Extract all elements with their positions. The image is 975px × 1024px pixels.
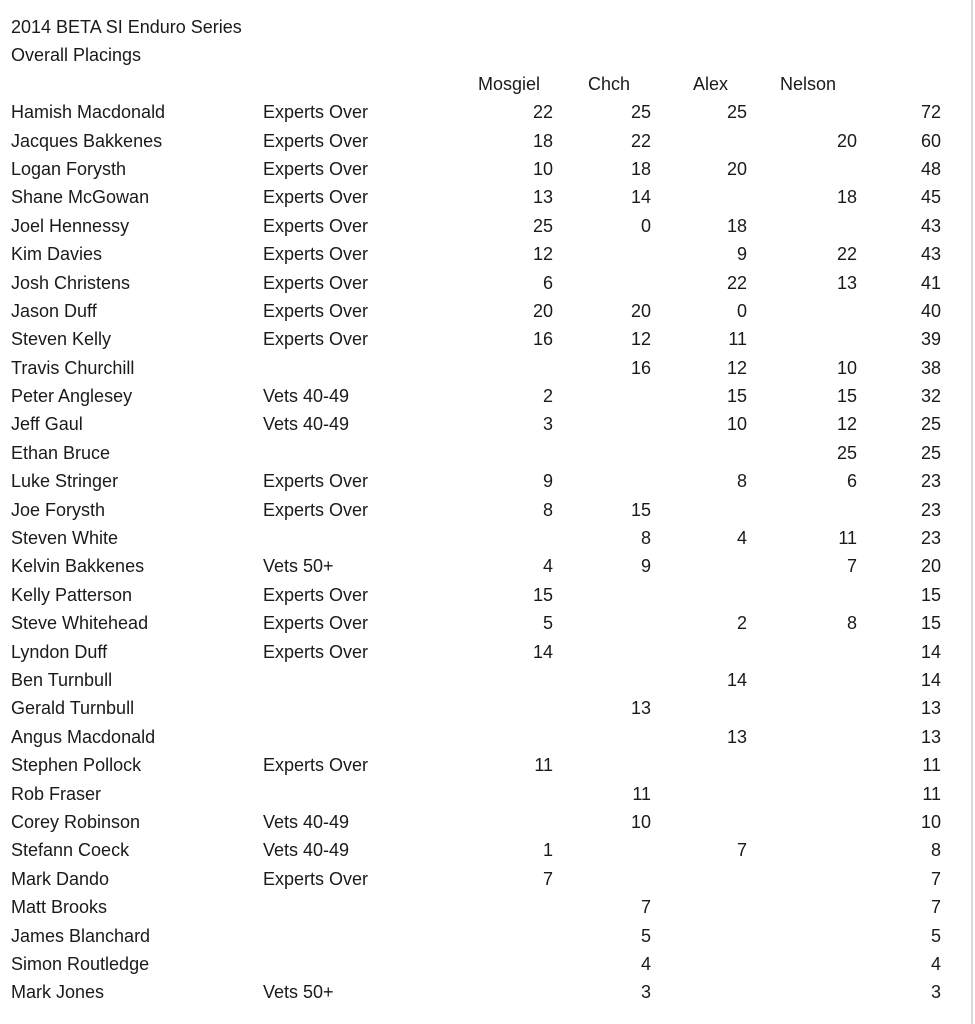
score-total: 11	[922, 755, 941, 776]
table-row	[11, 410, 975, 438]
score-alex	[651, 638, 747, 666]
column-header-alex: Alex	[693, 73, 729, 94]
score-chch: 7	[640, 897, 651, 918]
score-nelson	[747, 865, 857, 893]
score-nelson	[747, 155, 857, 183]
rider-name: Luke Stringer	[11, 471, 119, 492]
score-total: 14	[920, 641, 941, 662]
score-nelson	[747, 808, 857, 836]
score-nelson	[747, 893, 857, 921]
score-alex: 9	[736, 244, 747, 265]
table-row	[11, 694, 975, 722]
score-mosgiel: 11	[534, 755, 553, 776]
score-mosgiel	[435, 666, 553, 694]
score-nelson	[747, 297, 857, 325]
score-chch	[553, 723, 651, 751]
rider-name: Stephen Pollock	[11, 755, 142, 776]
rider-name: Jason Duff	[11, 300, 97, 321]
rider-name: Gerald Turnbull	[11, 698, 135, 719]
score-chch	[553, 638, 651, 666]
table-row	[11, 240, 975, 268]
score-nelson	[747, 325, 857, 353]
rider-name: Corey Robinson	[11, 811, 141, 832]
score-total: 23	[920, 471, 941, 492]
score-total: 40	[920, 300, 941, 321]
rider-name: Josh Christens	[11, 272, 131, 293]
score-alex: 15	[726, 386, 747, 407]
table-row	[11, 836, 975, 864]
score-mosgiel: 4	[542, 556, 553, 577]
score-mosgiel: 12	[532, 244, 553, 265]
score-total: 10	[920, 811, 941, 832]
score-total: 23	[920, 499, 941, 520]
score-nelson	[747, 581, 857, 609]
score-alex	[651, 581, 747, 609]
score-nelson	[747, 496, 857, 524]
score-nelson: 15	[836, 386, 857, 407]
rider-name: Lyndon Duff	[11, 641, 108, 662]
score-chch	[553, 410, 651, 438]
table-row	[11, 950, 975, 978]
rider-category	[263, 439, 435, 467]
score-mosgiel: 20	[532, 300, 553, 321]
score-total: 15	[920, 584, 941, 605]
rider-category: Experts Over	[263, 499, 369, 520]
rider-name: Mark Jones	[11, 982, 105, 1003]
score-alex	[651, 183, 747, 211]
rider-name: Kim Davies	[11, 244, 103, 265]
score-mosgiel: 15	[532, 584, 553, 605]
score-mosgiel: 7	[542, 868, 553, 889]
rider-category: Vets 50+	[263, 982, 334, 1003]
rider-name: Matt Brooks	[11, 897, 108, 918]
score-total: 20	[920, 556, 941, 577]
score-alex: 18	[726, 215, 747, 236]
score-nelson	[747, 694, 857, 722]
table-row	[11, 723, 975, 751]
score-mosgiel	[435, 893, 553, 921]
score-total: 7	[930, 868, 941, 889]
rider-category	[263, 950, 435, 978]
score-mosgiel: 22	[532, 102, 553, 123]
score-chch: 14	[630, 187, 651, 208]
score-alex: 13	[726, 726, 747, 747]
rider-category	[263, 893, 435, 921]
rider-category	[263, 524, 435, 552]
score-alex: 20	[726, 158, 747, 179]
rider-category	[263, 723, 435, 751]
score-chch: 18	[630, 158, 651, 179]
table-row	[11, 865, 975, 893]
rider-category: Experts Over	[263, 755, 369, 776]
score-total: 15	[920, 613, 941, 634]
score-alex	[651, 439, 747, 467]
table-row	[11, 212, 975, 240]
score-alex	[651, 893, 747, 921]
rider-name: Peter Anglesey	[11, 386, 133, 407]
rider-category	[263, 354, 435, 382]
score-nelson	[747, 836, 857, 864]
score-chch: 11	[632, 783, 651, 804]
score-nelson	[747, 98, 857, 126]
score-total: 23	[920, 528, 941, 549]
score-chch	[553, 269, 651, 297]
rider-name: Mark Dando	[11, 868, 110, 889]
table-row	[11, 552, 975, 580]
column-header-mosgiel: Mosgiel	[478, 73, 541, 94]
score-chch: 16	[630, 357, 651, 378]
score-nelson	[747, 922, 857, 950]
score-total: 25	[920, 414, 941, 435]
rider-category: Vets 40-49	[263, 811, 350, 832]
rider-name: Stefann Coeck	[11, 840, 130, 861]
results-rows	[11, 98, 975, 1007]
rider-category: Experts Over	[263, 187, 369, 208]
score-nelson	[747, 950, 857, 978]
score-chch: 0	[640, 215, 651, 236]
table-row	[11, 325, 975, 353]
score-nelson	[747, 780, 857, 808]
score-mosgiel	[435, 723, 553, 751]
score-nelson: 6	[846, 471, 857, 492]
rider-name: Joel Hennessy	[11, 215, 130, 236]
score-total: 72	[920, 102, 941, 123]
score-total: 60	[920, 130, 941, 151]
score-nelson	[747, 751, 857, 779]
score-total: 25	[920, 442, 941, 463]
table-row	[11, 127, 975, 155]
rider-category: Vets 40-49	[263, 386, 350, 407]
column-header-chch: Chch	[588, 73, 631, 94]
rider-name: Ben Turnbull	[11, 669, 113, 690]
rider-name: Rob Fraser	[11, 783, 102, 804]
score-nelson	[747, 212, 857, 240]
score-alex	[651, 950, 747, 978]
score-nelson: 13	[836, 272, 857, 293]
rider-name: Logan Forysth	[11, 158, 127, 179]
score-total: 43	[920, 215, 941, 236]
rider-category: Experts Over	[263, 102, 369, 123]
page-title: 2014 BETA SI Enduro Series	[11, 17, 242, 37]
rider-name: Jeff Gaul	[11, 414, 83, 435]
rider-category: Experts Over	[263, 300, 369, 321]
rider-category: Experts Over	[263, 584, 369, 605]
rider-category	[263, 694, 435, 722]
rider-name: Travis Churchill	[11, 357, 135, 378]
rider-category: Experts Over	[263, 272, 369, 293]
score-nelson: 18	[836, 187, 857, 208]
score-mosgiel	[435, 694, 553, 722]
score-mosgiel	[435, 950, 553, 978]
rider-name: Kelvin Bakkenes	[11, 556, 145, 577]
score-alex: 22	[726, 272, 747, 293]
venue-header-row	[11, 70, 975, 98]
score-alex: 4	[736, 528, 747, 549]
table-row	[11, 467, 975, 495]
score-chch: 9	[640, 556, 651, 577]
score-mosgiel	[435, 524, 553, 552]
table-row	[11, 496, 975, 524]
score-nelson: 25	[836, 442, 857, 463]
score-nelson: 20	[836, 130, 857, 151]
score-mosgiel: 18	[532, 130, 553, 151]
score-total: 13	[920, 698, 941, 719]
score-alex: 25	[726, 102, 747, 123]
score-mosgiel: 6	[542, 272, 553, 293]
score-nelson	[747, 978, 857, 1006]
table-row	[11, 439, 975, 467]
score-nelson: 7	[846, 556, 857, 577]
score-nelson: 12	[836, 414, 857, 435]
score-alex	[651, 922, 747, 950]
score-nelson	[747, 666, 857, 694]
score-alex	[651, 865, 747, 893]
score-mosgiel: 1	[542, 840, 553, 861]
rider-category	[263, 922, 435, 950]
table-row	[11, 269, 975, 297]
table-row	[11, 638, 975, 666]
score-chch	[553, 751, 651, 779]
rider-category: Experts Over	[263, 215, 369, 236]
rider-category: Experts Over	[263, 329, 369, 350]
score-chch	[553, 609, 651, 637]
score-total: 3	[930, 982, 941, 1003]
score-nelson	[747, 723, 857, 751]
score-chch: 3	[640, 982, 651, 1003]
score-alex: 11	[728, 329, 747, 350]
score-alex: 7	[736, 840, 747, 861]
rider-category: Vets 40-49	[263, 414, 350, 435]
score-chch: 25	[630, 102, 651, 123]
rider-category: Vets 50+	[263, 556, 334, 577]
rider-name: Jacques Bakkenes	[11, 130, 163, 151]
score-mosgiel	[435, 780, 553, 808]
rider-category: Experts Over	[263, 868, 369, 889]
score-mosgiel	[435, 808, 553, 836]
rider-category	[263, 666, 435, 694]
column-header-nelson: Nelson	[780, 73, 837, 94]
score-total: 13	[920, 726, 941, 747]
score-chch: 8	[640, 528, 651, 549]
score-total: 4	[930, 953, 941, 974]
score-alex	[651, 496, 747, 524]
rider-name: Kelly Patterson	[11, 584, 133, 605]
score-chch	[553, 666, 651, 694]
score-chch: 22	[630, 130, 651, 151]
table-row	[11, 808, 975, 836]
rider-name: Shane McGowan	[11, 187, 150, 208]
rider-category: Experts Over	[263, 130, 369, 151]
score-chch	[553, 240, 651, 268]
score-mosgiel	[435, 978, 553, 1006]
score-total: 45	[920, 187, 941, 208]
score-chch: 20	[630, 300, 651, 321]
rider-category: Experts Over	[263, 613, 369, 634]
score-alex	[651, 694, 747, 722]
score-total: 43	[920, 244, 941, 265]
score-alex: 12	[726, 357, 747, 378]
score-chch: 12	[630, 329, 651, 350]
page-edge-line	[971, 0, 973, 1024]
table-row	[11, 751, 975, 779]
score-alex: 2	[736, 613, 747, 634]
rider-name: Angus Macdonald	[11, 726, 156, 747]
score-total: 39	[920, 329, 941, 350]
score-alex: 10	[726, 414, 747, 435]
score-nelson: 10	[836, 357, 857, 378]
table-row	[11, 524, 975, 552]
score-mosgiel	[435, 922, 553, 950]
score-chch: 13	[630, 698, 651, 719]
score-chch	[553, 382, 651, 410]
table-row	[11, 893, 975, 921]
table-row	[11, 382, 975, 410]
score-alex	[651, 978, 747, 1006]
score-total: 38	[920, 357, 941, 378]
score-mosgiel	[435, 354, 553, 382]
score-mosgiel: 9	[542, 471, 553, 492]
table-row	[11, 98, 975, 126]
rider-category: Experts Over	[263, 471, 369, 492]
page-subtitle: Overall Placings	[11, 45, 142, 66]
score-total: 8	[930, 840, 941, 861]
score-alex: 8	[736, 471, 747, 492]
table-row	[11, 922, 975, 950]
table-row	[11, 780, 975, 808]
score-nelson	[747, 638, 857, 666]
score-alex: 0	[736, 300, 747, 321]
table-row	[11, 666, 975, 694]
rider-name: Steven Kelly	[11, 329, 112, 350]
score-chch	[553, 865, 651, 893]
score-mosgiel: 2	[542, 386, 553, 407]
score-mosgiel: 14	[532, 641, 553, 662]
score-alex	[651, 780, 747, 808]
score-mosgiel	[435, 439, 553, 467]
score-mosgiel: 13	[532, 187, 553, 208]
rider-name: Joe Forysth	[11, 499, 106, 520]
score-alex	[651, 808, 747, 836]
rider-category: Experts Over	[263, 244, 369, 265]
rider-name: Simon Routledge	[11, 953, 150, 974]
score-mosgiel: 5	[542, 613, 553, 634]
score-total: 11	[922, 783, 941, 804]
score-mosgiel: 8	[542, 499, 553, 520]
score-mosgiel: 10	[532, 158, 553, 179]
score-mosgiel: 16	[532, 329, 553, 350]
table-row	[11, 297, 975, 325]
score-total: 32	[920, 386, 941, 407]
score-chch: 4	[640, 953, 651, 974]
rider-category: Experts Over	[263, 641, 369, 662]
score-chch: 5	[640, 925, 651, 946]
score-total: 5	[930, 925, 941, 946]
score-total: 14	[920, 669, 941, 690]
score-mosgiel: 3	[542, 414, 553, 435]
score-alex	[651, 552, 747, 580]
score-chch: 15	[630, 499, 651, 520]
table-row	[11, 978, 975, 1006]
score-alex	[651, 751, 747, 779]
table-row	[11, 354, 975, 382]
score-total: 48	[920, 158, 941, 179]
score-chch	[553, 836, 651, 864]
rider-category: Experts Over	[263, 158, 369, 179]
rider-category	[263, 780, 435, 808]
score-nelson: 8	[846, 613, 857, 634]
score-nelson: 22	[836, 244, 857, 265]
score-chch	[553, 467, 651, 495]
table-row	[11, 581, 975, 609]
rider-name: Steven White	[11, 528, 119, 549]
score-alex: 14	[726, 669, 747, 690]
rider-name: Steve Whitehead	[11, 613, 149, 634]
score-nelson: 11	[838, 528, 857, 549]
score-chch: 10	[630, 811, 651, 832]
table-row	[11, 183, 975, 211]
score-total: 7	[930, 897, 941, 918]
table-row	[11, 609, 975, 637]
rider-name: Hamish Macdonald	[11, 102, 166, 123]
score-mosgiel: 25	[532, 215, 553, 236]
score-chch	[553, 581, 651, 609]
score-alex	[651, 127, 747, 155]
rider-category: Vets 40-49	[263, 840, 350, 861]
score-total: 41	[920, 272, 941, 293]
table-row	[11, 155, 975, 183]
rider-name: James Blanchard	[11, 925, 151, 946]
rider-name: Ethan Bruce	[11, 442, 111, 463]
score-chch	[553, 439, 651, 467]
